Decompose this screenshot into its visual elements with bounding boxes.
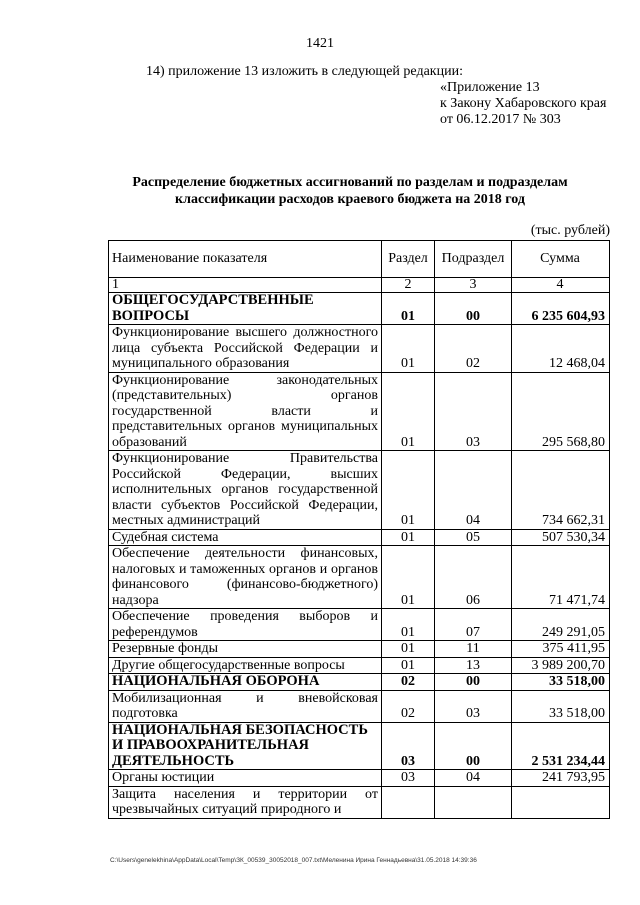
row-name: Резервные фонды <box>109 641 382 658</box>
header-subsection: Подраздел <box>435 241 512 278</box>
row-name: НАЦИОНАЛЬНАЯ БЕЗОПАСНОСТЬ И ПРАВООХРАНИТЕЛЬНАЯ ДЕЯТЕЛЬНОСТЬ <box>109 722 382 770</box>
row-name: Функционирование Правительства Российской Федерации, высших исполнительных органов государственной власти субъектов Российской Федерации, местных администраций <box>109 451 382 530</box>
row-subsection: 04 <box>435 770 512 787</box>
row-section: 02 <box>382 690 435 722</box>
table-row <box>109 325 610 373</box>
document-title <box>100 174 600 208</box>
appendix-line-2: к Закону Хабаровского края <box>440 96 607 111</box>
col-number: 3 <box>435 278 512 293</box>
row-name: ОБЩЕГОСУДАРСТВЕННЫЕ ВОПРОСЫ <box>109 293 382 325</box>
appendix-reference <box>440 80 606 128</box>
row-name: Мобилизационная и вневойсковая подготовка <box>109 690 382 722</box>
budget-table <box>108 240 610 819</box>
row-amount: 33 518,00 <box>512 690 610 722</box>
header-amount: Сумма <box>512 241 610 278</box>
appendix-line-1: «Приложение 13 <box>440 80 540 95</box>
row-name: Органы юстиции <box>109 770 382 787</box>
row-subsection: 02 <box>435 325 512 373</box>
row-subsection: 11 <box>435 641 512 658</box>
row-amount: 6 235 604,93 <box>512 293 610 325</box>
title-line-2: классификации расходов краевого бюджета на 2018 год <box>175 192 525 207</box>
row-section: 01 <box>382 529 435 546</box>
row-subsection: 00 <box>435 674 512 691</box>
row-name: НАЦИОНАЛЬНАЯ ОБОРОНА <box>109 674 382 691</box>
header-section: Раздел <box>382 241 435 278</box>
row-subsection: 06 <box>435 546 512 609</box>
row-subsection <box>435 786 512 818</box>
table-row <box>109 546 610 609</box>
page-number: 1421 <box>306 36 334 51</box>
row-section: 01 <box>382 451 435 530</box>
row-section: 01 <box>382 293 435 325</box>
row-subsection: 03 <box>435 690 512 722</box>
row-amount: 295 568,80 <box>512 372 610 451</box>
units-label: (тыс. рублей) <box>530 223 610 238</box>
table-row <box>109 529 610 546</box>
header-name: Наименование показателя <box>109 241 382 278</box>
row-subsection: 03 <box>435 372 512 451</box>
row-name: Другие общегосударственные вопросы <box>109 657 382 674</box>
row-name: Судебная система <box>109 529 382 546</box>
table-row <box>109 786 610 818</box>
row-amount <box>512 786 610 818</box>
row-section: 01 <box>382 641 435 658</box>
row-section: 01 <box>382 657 435 674</box>
table-row <box>109 609 610 641</box>
table-row <box>109 641 610 658</box>
table-row <box>109 674 610 691</box>
table-row <box>109 722 610 770</box>
row-name: Защита населения и территории от чрезвычайных ситуаций природного и <box>109 786 382 818</box>
row-amount: 12 468,04 <box>512 325 610 373</box>
col-number: 2 <box>382 278 435 293</box>
row-section: 02 <box>382 674 435 691</box>
row-subsection: 07 <box>435 609 512 641</box>
row-amount: 249 291,05 <box>512 609 610 641</box>
table-row <box>109 372 610 451</box>
col-number: 1 <box>109 278 382 293</box>
table-row <box>109 690 610 722</box>
row-subsection: 13 <box>435 657 512 674</box>
file-path-footer: C:\Users\genelekhina\AppData\Local\Temp\ЗК_00539_30052018_007.txt\Меленина Ирина Геннадьевна\31.05.2018 14:39:36 <box>110 857 477 864</box>
row-amount: 33 518,00 <box>512 674 610 691</box>
title-line-1: Распределение бюджетных ассигнований по разделам и подразделам <box>132 175 568 190</box>
row-amount: 241 793,95 <box>512 770 610 787</box>
col-number: 4 <box>512 278 610 293</box>
row-amount: 3 989 200,70 <box>512 657 610 674</box>
table-row <box>109 451 610 530</box>
intro-line: 14) приложение 13 изложить в следующей редакции: <box>146 64 463 79</box>
row-section: 03 <box>382 770 435 787</box>
row-name: Обеспечение деятельности финансовых, налоговых и таможенных органов и органов финансового (финансово-бюджетного) надзора <box>109 546 382 609</box>
row-section: 01 <box>382 325 435 373</box>
row-section: 01 <box>382 372 435 451</box>
table-row <box>109 293 610 325</box>
row-section: 01 <box>382 609 435 641</box>
row-section: 01 <box>382 546 435 609</box>
table-body <box>109 293 610 819</box>
row-amount: 507 530,34 <box>512 529 610 546</box>
appendix-line-3: от 06.12.2017 № 303 <box>440 112 561 127</box>
row-amount: 375 411,95 <box>512 641 610 658</box>
row-name: Функционирование высшего должностного лица субъекта Российской Федерации и муниципального образования <box>109 325 382 373</box>
row-section <box>382 786 435 818</box>
row-name: Функционирование законодательных (представительных) органов государственной власти и представительных органов муниципальных образований <box>109 372 382 451</box>
row-section: 03 <box>382 722 435 770</box>
row-subsection: 04 <box>435 451 512 530</box>
table-row <box>109 657 610 674</box>
row-subsection: 05 <box>435 529 512 546</box>
row-amount: 734 662,31 <box>512 451 610 530</box>
row-name: Обеспечение проведения выборов и референдумов <box>109 609 382 641</box>
table-row <box>109 770 610 787</box>
column-numbering-row <box>109 278 610 293</box>
row-amount: 2 531 234,44 <box>512 722 610 770</box>
row-subsection: 00 <box>435 293 512 325</box>
row-subsection: 00 <box>435 722 512 770</box>
row-amount: 71 471,74 <box>512 546 610 609</box>
table-header-row <box>109 241 610 278</box>
